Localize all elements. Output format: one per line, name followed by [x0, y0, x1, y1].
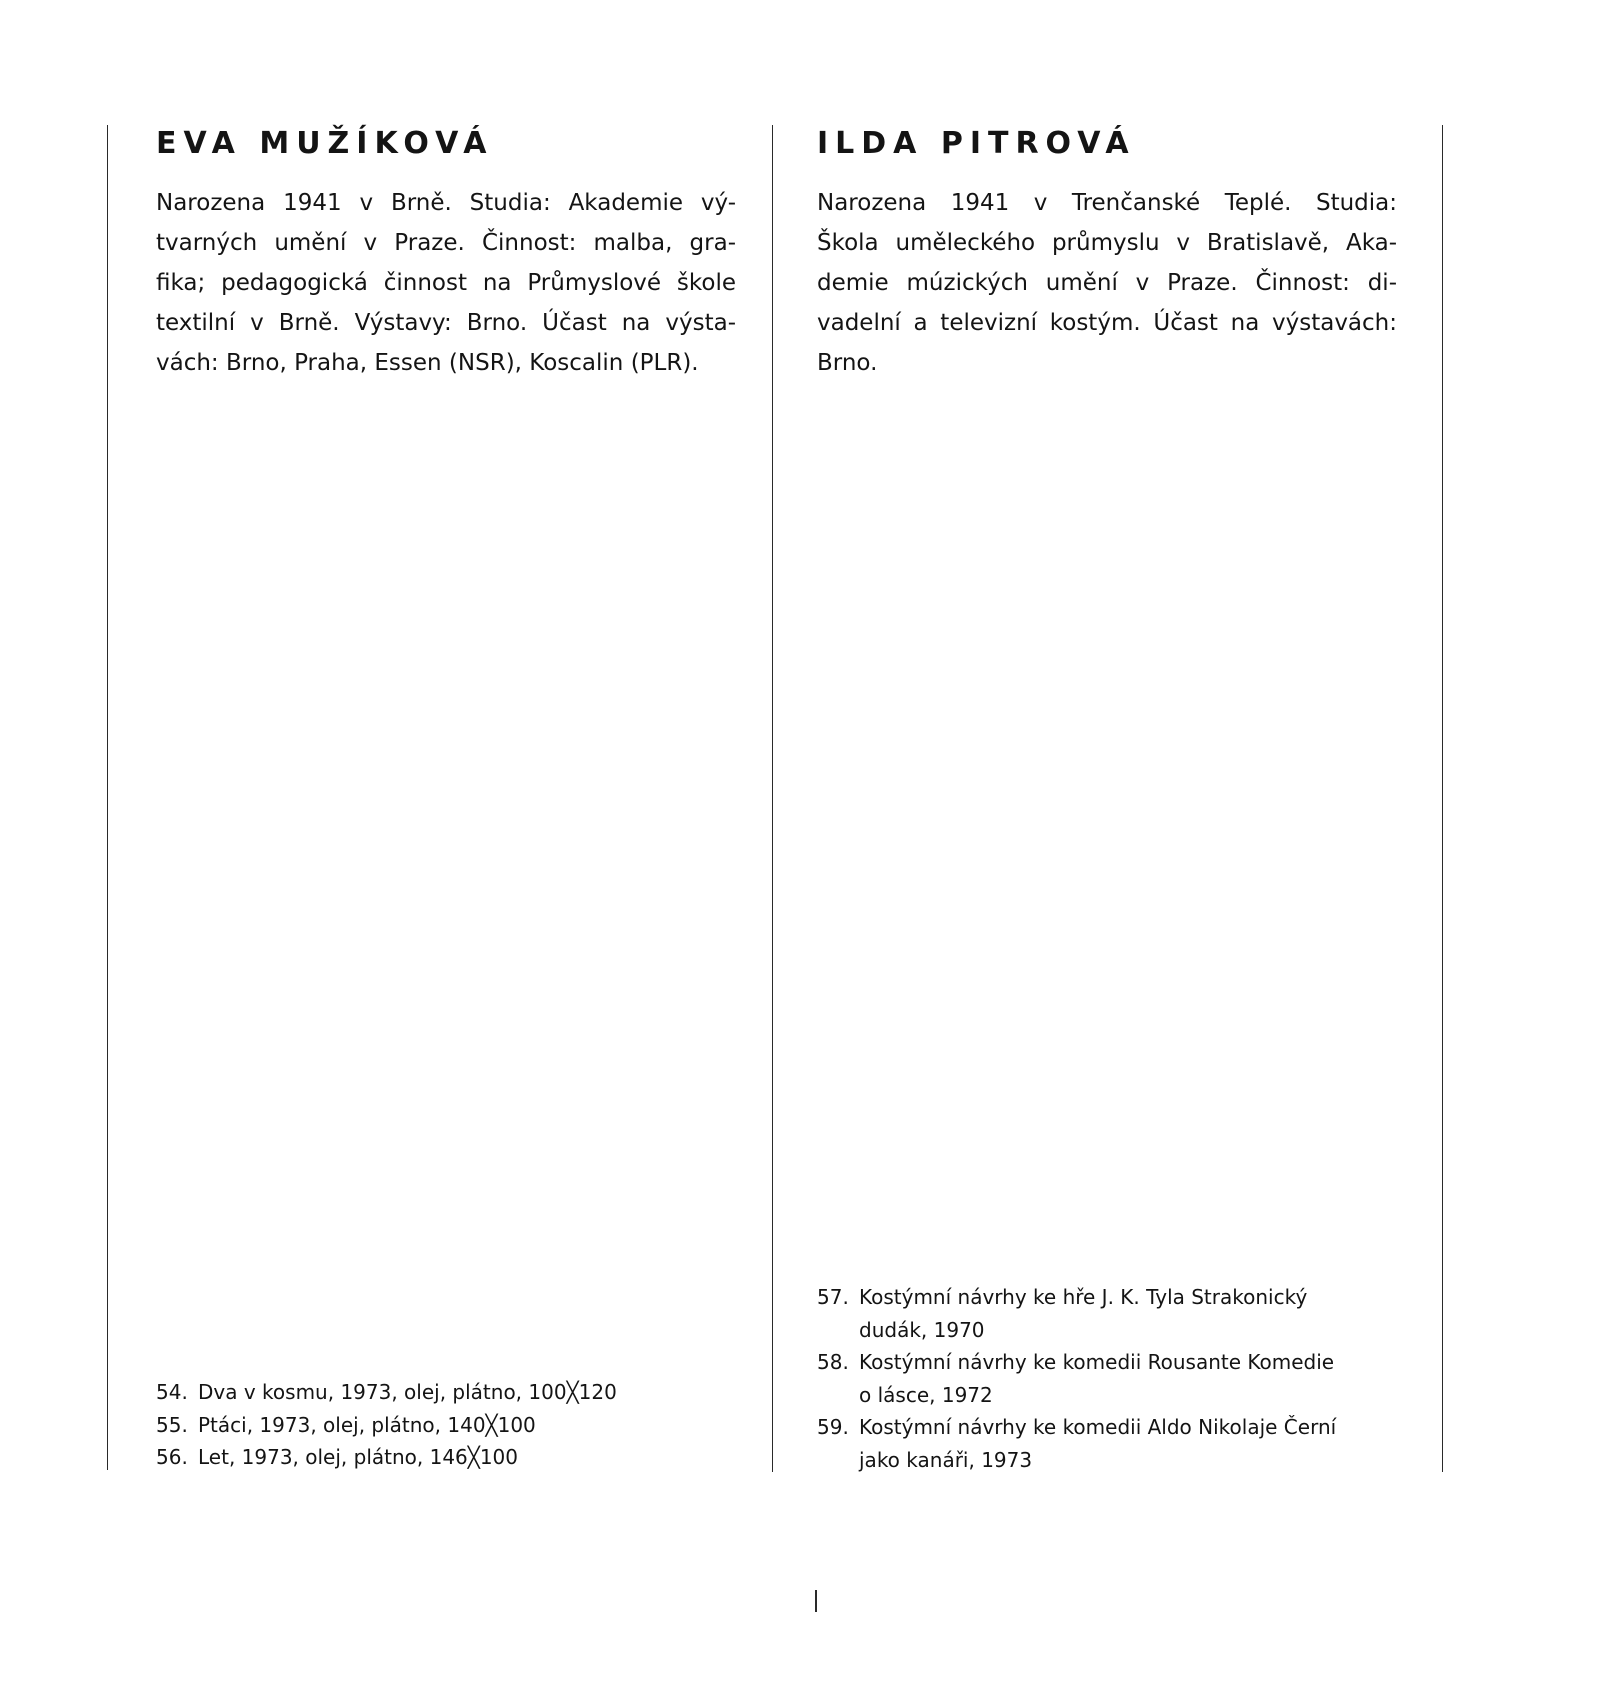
column-divider-rule — [772, 125, 773, 1472]
work-number: 55. — [156, 1412, 188, 1437]
bio-line: tvarných umění v Praze. Činnost: malba, gra- — [156, 230, 736, 256]
work-title: Dva v kosmu, 1973, olej, plátno, 100╳120 — [198, 1380, 617, 1404]
bio-line: Brno. — [817, 350, 878, 376]
bio-line: Narozena 1941 v Trenčanské Teplé. Studia: — [817, 190, 1397, 216]
work-item — [817, 1281, 1417, 1346]
work-title: Let, 1973, olej, plátno, 146╳100 — [198, 1445, 518, 1469]
work-title: o lásce, 1972 — [859, 1382, 993, 1407]
bio-line: textilní v Brně. Výstavy: Brno. Účast na výsta- — [156, 310, 736, 336]
work-number: 56. — [156, 1445, 188, 1469]
work-title: Kostýmní návrhy ke komedii Aldo Nikolaje Černí — [859, 1415, 1337, 1439]
work-number: 57. — [817, 1285, 849, 1309]
work-title: Ptáci, 1973, olej, plátno, 140╳100 — [198, 1412, 536, 1437]
work-title: jako kanáři, 1973 — [859, 1447, 1033, 1472]
bio-line: demie múzických umění v Praze. Činnost: di- — [817, 270, 1397, 296]
work-title: dudák, 1970 — [859, 1317, 985, 1342]
bio-line: Škola uměleckého průmyslu v Bratislavě, Aka- — [817, 230, 1397, 256]
artist-column-muzikova — [156, 0, 736, 1684]
right-margin-rule — [1442, 125, 1443, 1472]
artist-name: EVA MUŽÍKOVÁ — [156, 126, 494, 161]
work-title: Kostýmní návrhy ke hře J. K. Tyla Strakonický — [859, 1285, 1308, 1309]
work-item — [156, 1409, 756, 1442]
bio-line: vách: Brno, Praha, Essen (NSR), Koscalin (PLR). — [156, 350, 699, 376]
artist-name: ILDA PITROVÁ — [817, 126, 1136, 161]
artist-biography — [817, 183, 1397, 383]
work-number: 58. — [817, 1350, 849, 1374]
works-list — [817, 1281, 1417, 1476]
bio-line: vadelní a televizní kostým. Účast na výstavách: — [817, 310, 1397, 336]
artist-biography — [156, 183, 736, 383]
left-margin-rule — [107, 125, 108, 1470]
work-item — [817, 1346, 1417, 1411]
work-item — [817, 1411, 1417, 1476]
artist-column-pitrova — [817, 0, 1397, 1684]
work-item — [156, 1376, 756, 1409]
work-title: Kostýmní návrhy ke komedii Rousante Komedie — [859, 1350, 1335, 1374]
work-number: 59. — [817, 1415, 849, 1439]
works-list — [156, 1376, 756, 1474]
work-item — [156, 1441, 756, 1474]
work-number: 54. — [156, 1380, 188, 1404]
bio-line: fika; pedagogická činnost na Průmyslové škole — [156, 270, 736, 296]
bio-line: Narozena 1941 v Brně. Studia: Akademie vý- — [156, 190, 736, 216]
